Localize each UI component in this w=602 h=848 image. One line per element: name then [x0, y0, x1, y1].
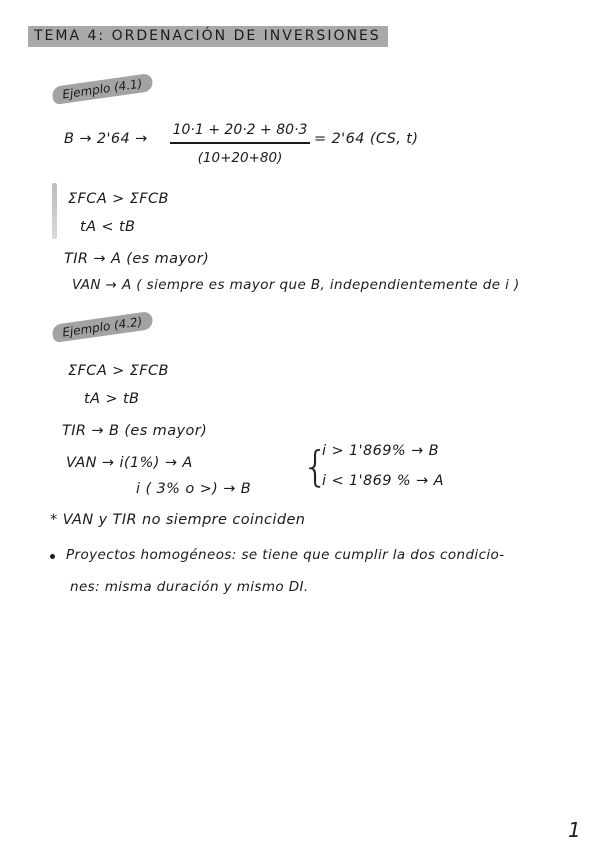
note-line: * VAN y TIR no siempre coinciden: [50, 512, 306, 528]
example-1-van-line: VAN → A ( siempre es mayor que B, independientemente de i ): [72, 277, 520, 293]
fraction-numerator: 10·1 + 20·2 + 80·3: [172, 122, 308, 138]
page-number: 1: [568, 818, 581, 842]
example-1-tir-line: TIR → A (es mayor): [64, 251, 210, 267]
example-2-tir-line: TIR → B (es mayor): [62, 423, 208, 439]
page-title: TEMA 4: ORDENACIÓN DE INVERSIONES: [28, 26, 388, 47]
bullet-dot-icon: [50, 554, 55, 559]
example-1-sum-line: ΣFCA > ΣFCB: [68, 191, 169, 207]
formula-left: B → 2'64 →: [64, 131, 148, 147]
bullet-line-1: Proyectos homogéneos: se tiene que cumplir la dos condicio-: [66, 547, 505, 563]
condition-2: i < 1'869 % → A: [322, 473, 444, 489]
example-2-van-line-2: i ( 3% o >) → B: [136, 481, 252, 497]
example-1-badge: Ejemplo (4.1): [51, 73, 153, 105]
fraction-denominator: (10+20+80): [197, 149, 283, 166]
condition-1: i > 1'869% → B: [322, 443, 439, 459]
example-2-sum-line: ΣFCA > ΣFCB: [68, 363, 169, 379]
example-2-van-line-1: VAN → i(1%) → A: [66, 455, 193, 471]
margin-highlight: [52, 183, 57, 239]
example-1-t-line: tA < tB: [80, 219, 136, 235]
formula-right: = 2'64 (CS, t): [314, 131, 419, 147]
fraction-bar: [170, 142, 310, 144]
fraction: [170, 122, 310, 166]
brace-icon: {: [302, 442, 329, 491]
bullet-line-2: nes: misma duración y mismo DI.: [70, 579, 309, 595]
example-2-badge: Ejemplo (4.2): [51, 311, 153, 343]
example-2-t-line: tA > tB: [84, 391, 140, 407]
